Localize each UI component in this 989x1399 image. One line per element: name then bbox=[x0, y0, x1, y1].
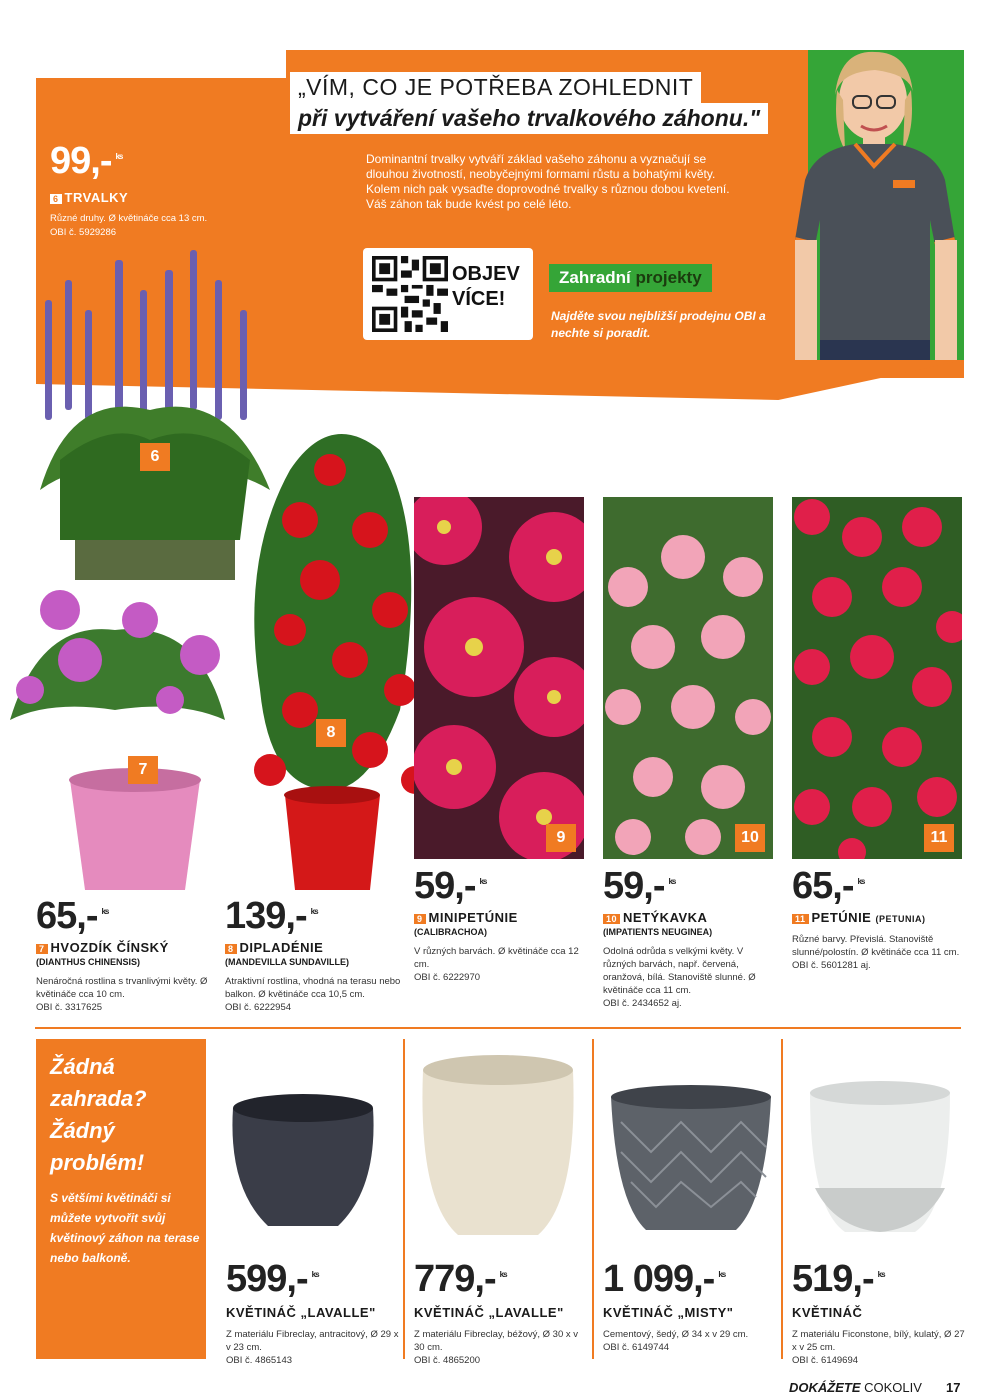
divider-v2 bbox=[592, 1039, 594, 1359]
title-small-p11: (PETUNIA) bbox=[875, 914, 926, 924]
price-value: 99,- bbox=[50, 140, 112, 182]
qr-code-icon[interactable] bbox=[372, 256, 448, 332]
desc-p11: Různé barvy. Převislá. Stanoviště slunné/polostín. Ø květináče cca 11 cm. bbox=[792, 934, 960, 958]
pot-white-photo bbox=[805, 1078, 955, 1236]
price-unit: ks bbox=[101, 907, 109, 917]
pot-price bbox=[603, 1258, 778, 1301]
price-value: 139,- bbox=[225, 895, 307, 937]
pot-desc: Cementový, šedý, Ø 34 x v 29 cm. bbox=[603, 1329, 749, 1340]
product-p7 bbox=[36, 895, 221, 1014]
code-p8: OBI č. 6222954 bbox=[225, 1002, 292, 1013]
sub-p7: (DIANTHUS CHINENSIS) bbox=[36, 957, 141, 967]
divider-v3 bbox=[781, 1039, 783, 1359]
section-divider bbox=[35, 1027, 961, 1029]
sub-p10: (IMPATIENTS NEUGINEA) bbox=[603, 927, 713, 937]
price-unit: ks bbox=[310, 907, 318, 917]
qr-label-line2: VÍCE! bbox=[452, 288, 506, 310]
code-p6: OBI č. 5929286 bbox=[50, 227, 117, 238]
pot-4 bbox=[792, 1258, 972, 1367]
price-unit: ks bbox=[668, 877, 676, 887]
title-text-p10: NETÝKAVKA bbox=[623, 910, 708, 925]
price-value: 1 099,- bbox=[603, 1258, 715, 1300]
page-number: 17 bbox=[946, 1380, 961, 1395]
title-p10 bbox=[603, 910, 778, 925]
title-text-p7: HVOZDÍK ČÍNSKÝ bbox=[50, 940, 169, 955]
pot-lavalle-anthracite-photo bbox=[228, 1088, 378, 1233]
price-p10 bbox=[603, 865, 778, 908]
product-p11 bbox=[792, 865, 967, 972]
num-chip-p9: 9 bbox=[414, 914, 426, 924]
sub-p8: (MANDEVILLA SUNDAVILLE) bbox=[225, 957, 349, 967]
footer-brand bbox=[789, 1380, 922, 1395]
price-value: 65,- bbox=[36, 895, 98, 937]
quote-headline-line1: „VÍM, CO JE POTŘEBA ZOHLEDNIT bbox=[290, 72, 701, 103]
num-chip-p7: 7 bbox=[36, 944, 48, 954]
price-unit: ks bbox=[857, 877, 865, 887]
pot-price bbox=[792, 1258, 972, 1301]
divider-v1 bbox=[403, 1039, 405, 1359]
badge-p9: 9 bbox=[546, 824, 576, 852]
desc-p7: Nenáročná rostlina s trvanlivými květy. Ø květináče cca 10 cm. bbox=[36, 976, 208, 1000]
mandevilla-plant-photo bbox=[230, 410, 440, 900]
advisor-photo bbox=[795, 40, 965, 360]
price-value: 779,- bbox=[414, 1258, 496, 1300]
price-p6 bbox=[50, 140, 122, 183]
price-value: 599,- bbox=[226, 1258, 308, 1300]
price-p7 bbox=[36, 895, 221, 938]
desc-p8: Atraktivní rostlina, vhodná na terasu nebo balkon. Ø květináče cca 10,5 cm. bbox=[225, 976, 401, 1000]
pot-price bbox=[226, 1258, 401, 1301]
sub-p9: (CALIBRACHOA) bbox=[414, 927, 487, 937]
title-p6 bbox=[50, 190, 128, 205]
quote-body: Dominantní trvalky vytváří základ vašeho záhonu a vyznačují se dlouhou životností, neobyčejnými formami růstu a bohatými květy. Kolem nich pak vysaďte doprovodné trvalky s různou dobou kvetení. Váš záhon tak bude kvést po celé léto. bbox=[366, 152, 730, 211]
qr-label[interactable] bbox=[452, 262, 520, 312]
garden-projects-subtext: Najděte svou nejbližší prodejnu OBI a nechte si poradit. bbox=[551, 309, 766, 340]
pot-code: OBI č. 6149744 bbox=[603, 1342, 670, 1353]
num-chip-p10: 10 bbox=[603, 914, 620, 924]
num-chip-p11: 11 bbox=[792, 914, 809, 924]
price-p11 bbox=[792, 865, 967, 908]
price-unit: ks bbox=[718, 1270, 726, 1280]
code-p10: OBI č. 2434652 aj. bbox=[603, 998, 682, 1009]
pot-code: OBI č. 4865143 bbox=[226, 1355, 293, 1366]
price-value: 59,- bbox=[414, 865, 476, 907]
price-p8 bbox=[225, 895, 410, 938]
title-p11 bbox=[792, 910, 967, 925]
pot-title: KVĚTINÁČ bbox=[792, 1305, 863, 1320]
pot-desc: Z materiálu Fibreclay, antracitový, Ø 29 x v 23 cm. bbox=[226, 1329, 399, 1353]
pot-2 bbox=[414, 1258, 589, 1367]
price-unit: ks bbox=[311, 1270, 319, 1280]
pot-title: KVĚTINÁČ „LAVALLE" bbox=[226, 1305, 376, 1320]
price-value: 59,- bbox=[603, 865, 665, 907]
price-p9 bbox=[414, 865, 589, 908]
garden-badge-part2: projekty bbox=[635, 268, 702, 287]
pot-lavalle-beige-photo bbox=[418, 1050, 578, 1240]
dianthus-plant-photo bbox=[0, 580, 230, 900]
pot-code: OBI č. 4865200 bbox=[414, 1355, 481, 1366]
promo-text: S většími květináči si můžete vytvořit svůj květinový záhon na terase nebo balkoně. bbox=[50, 1191, 200, 1265]
title-text-p11: PETÚNIE bbox=[811, 910, 872, 925]
badge-p6: 6 bbox=[140, 443, 170, 471]
desc-p10: Odolná odrůda s velkými květy. V různých barvách, např. červená, oranžová, bílá. Stanoviště slunné. Ø květináče cca 11 cm. bbox=[603, 946, 756, 996]
qr-label-line1: OBJEV bbox=[452, 263, 520, 285]
pot-desc: Z materiálu Ficonstone, bílý, kulatý, Ø 27 x v 25 cm. bbox=[792, 1329, 965, 1353]
title-text-p9: MINIPETÚNIE bbox=[428, 910, 518, 925]
num-chip-p6: 6 bbox=[50, 194, 62, 204]
code-p9: OBI č. 6222970 bbox=[414, 972, 481, 983]
footer-brand-rest: COKOLIV bbox=[864, 1380, 922, 1395]
badge-p11: 11 bbox=[924, 824, 954, 852]
pot-code: OBI č. 6149694 bbox=[792, 1355, 859, 1366]
pot-price bbox=[414, 1258, 589, 1301]
quote-headline-line2: při vytváření vašeho trvalkového záhonu." bbox=[290, 103, 768, 134]
badge-p10: 10 bbox=[735, 824, 765, 852]
price-unit: ks bbox=[499, 1270, 507, 1280]
price-unit: ks bbox=[115, 152, 123, 162]
desc-p9: V různých barvách. Ø květináče cca 12 cm. bbox=[414, 946, 579, 970]
num-chip-p8: 8 bbox=[225, 944, 237, 954]
garden-projects-badge[interactable] bbox=[549, 264, 712, 292]
promo-title: Žádná zahrada? Žádný problém! bbox=[50, 1054, 147, 1175]
footer-brand-bold: DOKÁŽETE bbox=[789, 1380, 861, 1395]
pot-1 bbox=[226, 1258, 401, 1367]
title-p7 bbox=[36, 940, 221, 955]
badge-p7: 7 bbox=[128, 756, 158, 784]
price-unit: ks bbox=[877, 1270, 885, 1280]
impatiens-photo bbox=[603, 497, 773, 859]
petunia-photo bbox=[792, 497, 962, 859]
pot-title: KVĚTINÁČ „MISTY" bbox=[603, 1305, 734, 1320]
price-value: 65,- bbox=[792, 865, 854, 907]
pot-3 bbox=[603, 1258, 778, 1354]
product-p9 bbox=[414, 865, 589, 984]
product-p8 bbox=[225, 895, 410, 1014]
minipetunia-photo bbox=[414, 497, 584, 859]
pot-misty-photo bbox=[606, 1082, 776, 1234]
pot-title: KVĚTINÁČ „LAVALLE" bbox=[414, 1305, 564, 1320]
code-p7: OBI č. 3317625 bbox=[36, 1002, 103, 1013]
badge-p8: 8 bbox=[316, 719, 346, 747]
title-p9 bbox=[414, 910, 589, 925]
pot-desc: Z materiálu Fibreclay, béžový, Ø 30 x v 30 cm. bbox=[414, 1329, 579, 1353]
desc-p6: Různé druhy. Ø květináče cca 13 cm. bbox=[50, 213, 208, 224]
price-value: 519,- bbox=[792, 1258, 874, 1300]
garden-badge-part1: Zahradní bbox=[559, 268, 631, 287]
title-text-p6: TRVALKY bbox=[64, 190, 129, 205]
code-p11: OBI č. 5601281 aj. bbox=[792, 960, 871, 971]
title-text-p8: DIPLADÉNIE bbox=[239, 940, 324, 955]
price-unit: ks bbox=[479, 877, 487, 887]
product-p10 bbox=[603, 865, 778, 1010]
title-p8 bbox=[225, 940, 410, 955]
